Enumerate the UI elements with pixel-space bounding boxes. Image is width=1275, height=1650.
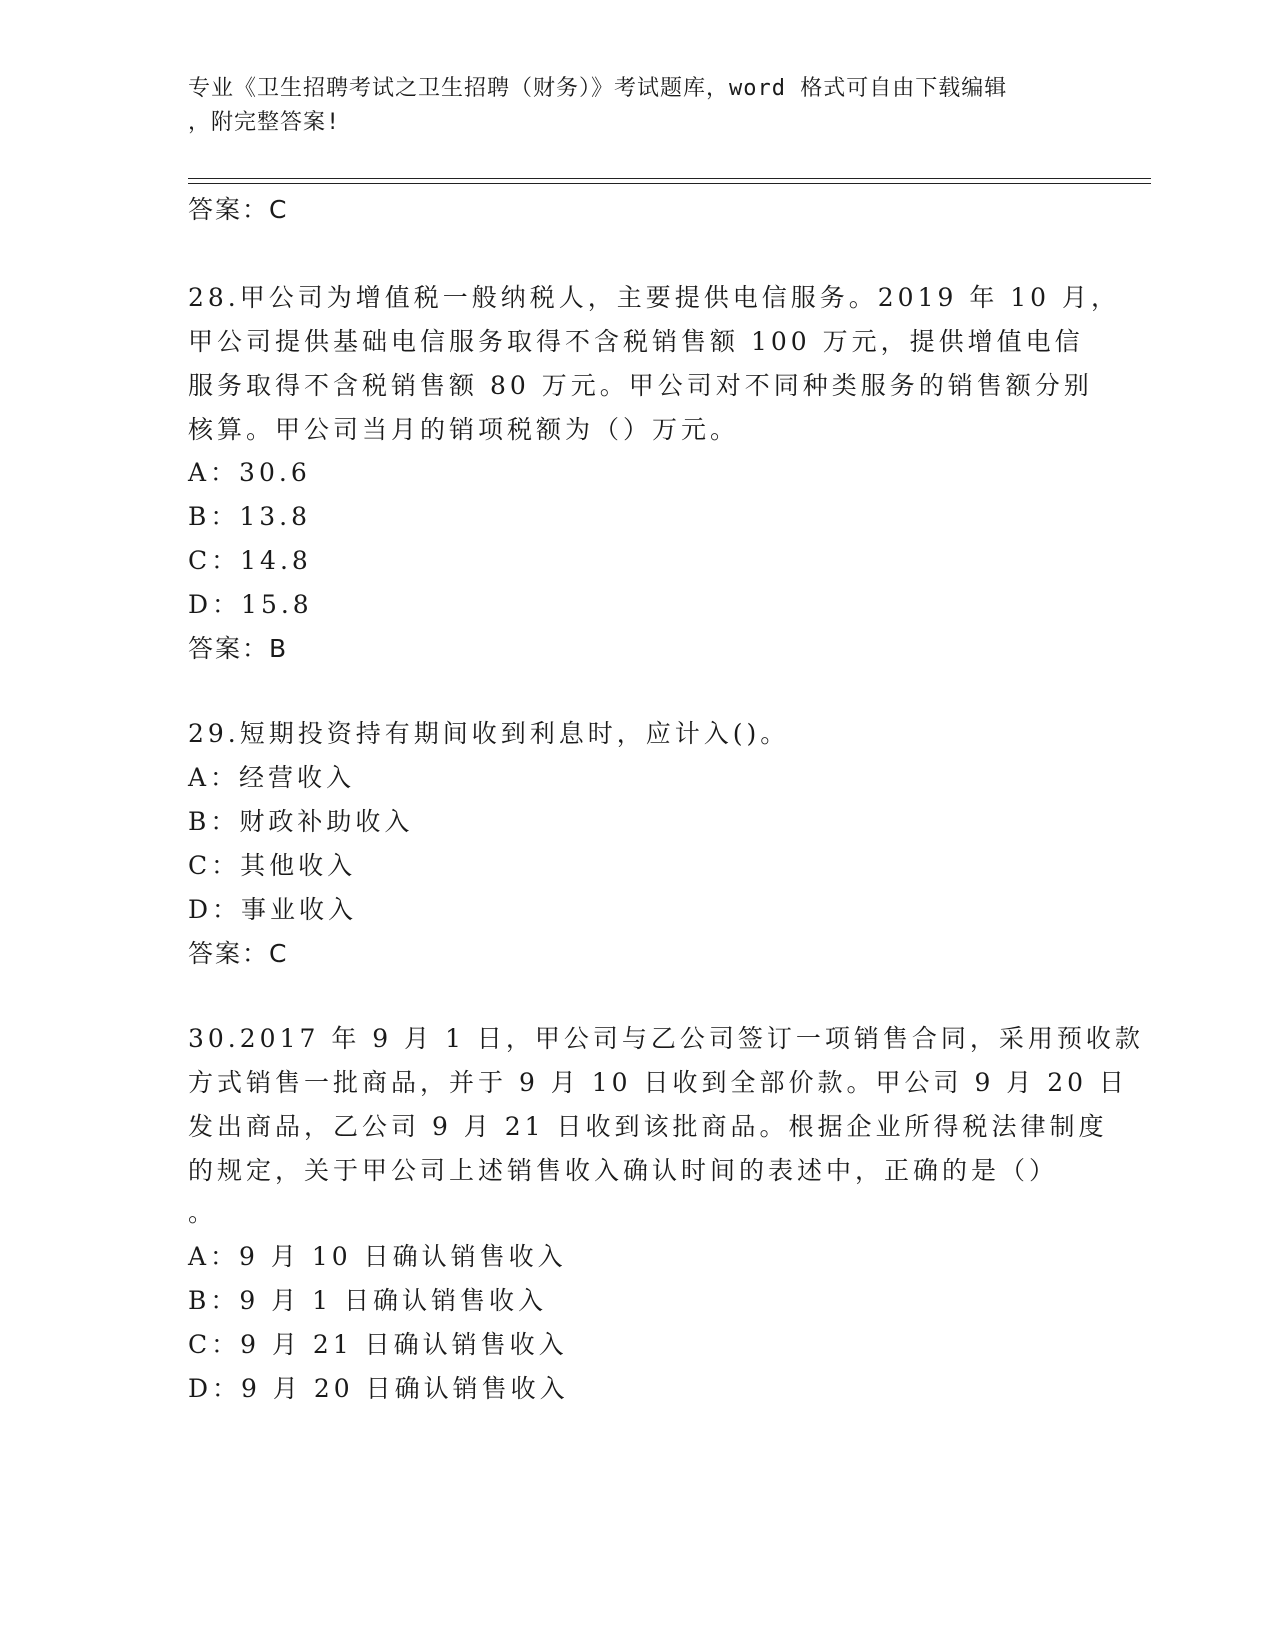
question-stem-line: 29.短期投资持有期间收到利息时，应计入()。 xyxy=(188,719,790,748)
answer-previous: 答案：C xyxy=(188,195,289,224)
question-stem-line: 的规定，关于甲公司上述销售收入确认时间的表述中，正确的是（） xyxy=(188,1156,1059,1185)
option-a: A：经营收入 xyxy=(188,763,356,792)
option-b: B：13.8 xyxy=(188,502,312,531)
option-d: D：15.8 xyxy=(188,590,313,619)
option-d: D：9 月 20 日确认销售收入 xyxy=(188,1374,569,1403)
question-stem-line: 发出商品，乙公司 9 月 21 日收到该批商品。根据企业所得税法律制度 xyxy=(188,1112,1108,1141)
option-b: B：财政补助收入 xyxy=(188,807,414,836)
option-c: C：其他收入 xyxy=(188,851,357,880)
question-stem-line: 服务取得不含税销售额 80 万元。甲公司对不同种类服务的销售额分别 xyxy=(188,371,1093,400)
answer: 答案：B xyxy=(188,634,289,663)
option-c: C：9 月 21 日确认销售收入 xyxy=(188,1330,568,1359)
question-stem-line: 28.甲公司为增值税一般纳税人，主要提供电信服务。2019 年 10 月， xyxy=(188,283,1121,312)
question-stem-line: 。 xyxy=(188,1198,218,1227)
question-stem-line: 30.2017 年 9 月 1 日，甲公司与乙公司签订一项销售合同，采用预收款 xyxy=(188,1024,1144,1053)
answer: 答案：C xyxy=(188,939,289,968)
header-line-2: ，附完整答案! xyxy=(188,110,341,135)
option-a: A：9 月 10 日确认销售收入 xyxy=(188,1242,567,1271)
question-stem-line: 甲公司提供基础电信服务取得不含税销售额 100 万元，提供增值电信 xyxy=(188,327,1084,356)
option-d: D：事业收入 xyxy=(188,895,358,924)
header-line-1: 专业《卫生招聘考试之卫生招聘（财务）》考试题库，word 格式可自由下载编辑 xyxy=(188,76,1008,101)
document-header xyxy=(188,72,1068,140)
option-a: A：30.6 xyxy=(188,458,311,487)
header-divider-top xyxy=(188,178,1151,179)
option-c: C：14.8 xyxy=(188,546,312,575)
question-stem-line: 方式销售一批商品，并于 9 月 10 日收到全部价款。甲公司 9 月 20 日 xyxy=(188,1068,1129,1097)
header-divider-bottom xyxy=(188,183,1151,184)
option-b: B：9 月 1 日确认销售收入 xyxy=(188,1286,548,1315)
question-stem-line: 核算。甲公司当月的销项税额为（）万元。 xyxy=(188,415,740,444)
